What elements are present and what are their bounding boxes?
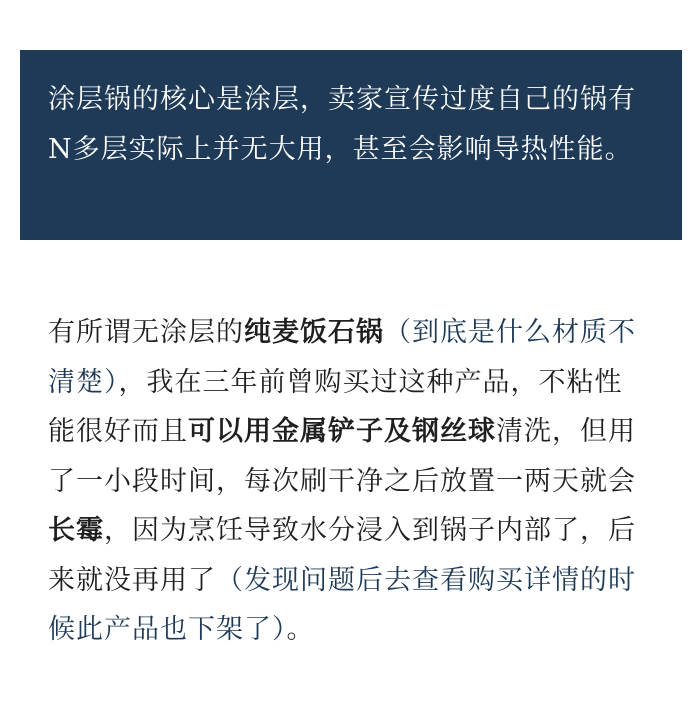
bold-cleaning-tools: 可以用金属铲子及钢丝球: [188, 416, 496, 447]
bold-product-name: 纯麦饭石锅: [244, 317, 384, 348]
paragraph-text: ，我在三年前曾购买过这种产品，不粘性能很好而且: [48, 366, 623, 447]
body-paragraph: [48, 308, 648, 655]
callout-box: [20, 50, 682, 240]
bold-mold: 长霉: [48, 515, 104, 546]
callout-text: 涂层锅的核心是涂层，卖家宣传过度自己的锅有N多层实际上并无大用，甚至会影响导热性能。: [48, 84, 636, 165]
paragraph-text: 清洗，但用了一小段时间，每次刷干净之后放置一两天就会: [48, 416, 636, 497]
aside-note: （到底是什么材质不清楚）: [48, 317, 636, 398]
aside-note: （发现问题后去查看购买详情的时候此产品也下架了）: [48, 564, 636, 645]
paragraph-text: 有所谓无涂层的: [48, 317, 244, 348]
paragraph-text: ，因为烹饪导致水分浸入到锅子内部了，后来就没再用了: [48, 515, 636, 596]
paragraph-text: 。: [286, 614, 315, 645]
